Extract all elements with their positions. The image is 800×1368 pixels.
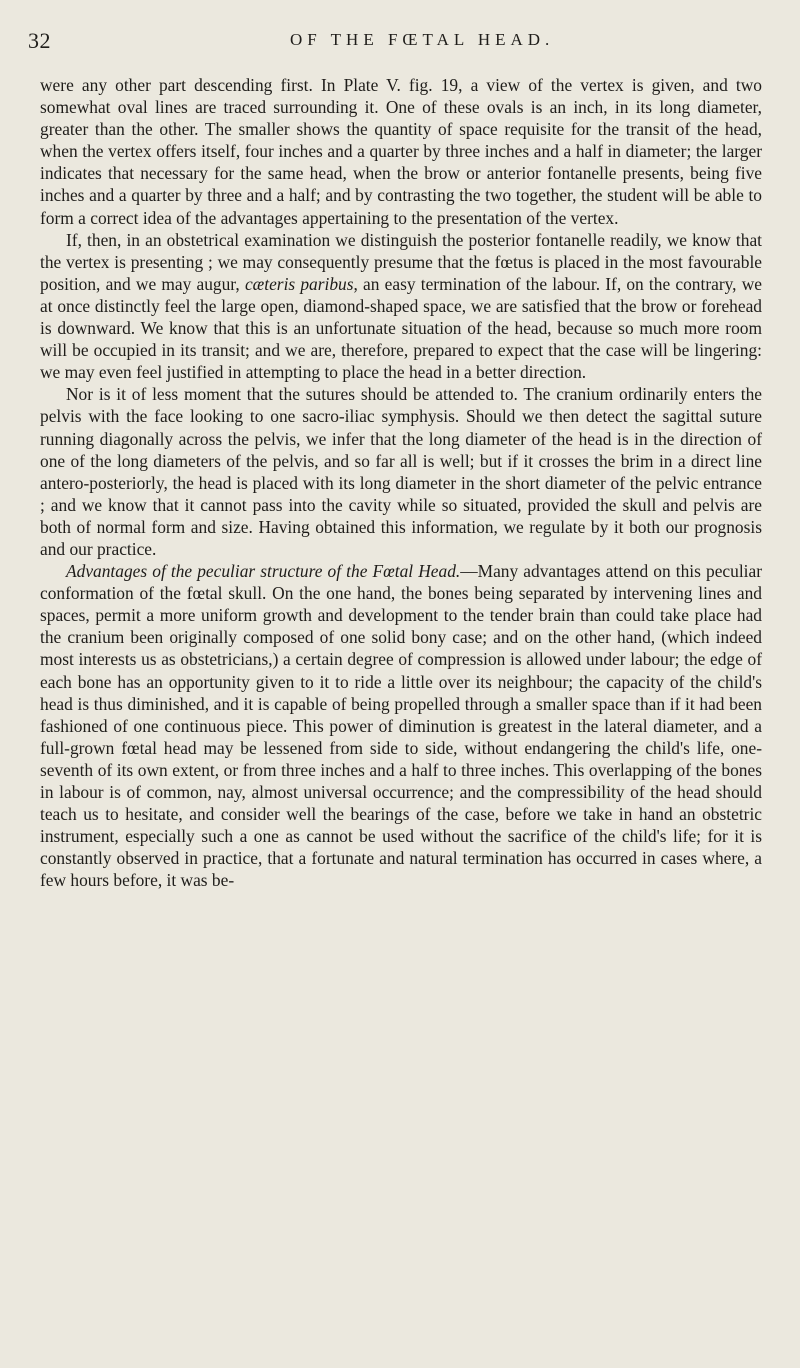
italic-phrase: cæteris paribus [244,273,354,294]
paragraph-text: were any other part descending first. In Plate V. fig. 19, a view of the vertex is given, and two somewhat oval lines are traced surrounding it. One of these ovals is an inch, in its long diameter, greater than the other. The smaller shows the quantity of space requisite for the transit of the head, when the vertex offers itself, four inches and a quarter by three inches and a half in diameter; the larger indicates that necessary for the same head, when the brow or anterior fontanelle presents, being five inches and a quarter by three and a half; and by contrasting the two together, the student will be able to form a correct idea of the advantages appertaining to the presentation of the vertex. [40,75,762,228]
paragraph-fontanelle-examination [40,229,762,384]
paragraph-sutures [40,383,762,560]
paragraph-text: —Many advantages attend on this peculiar conformation of the fœtal skull. On the one hand, the bones being separated by intervening lines and spaces, permit a more uniform growth and development to the tender brain than could take place had the cranium been originally composed of one solid bony case; and on the other hand, (which indeed most interests us as obstetricians,) a certain degree of compression is allowed under labour; the edge of each bone has an opportunity given to it to ride a little over its neighbour; the capacity of the child's head is thus diminished, and it is capable of being propelled through a smaller space than if it had been fashioned of one continuous piece. This power of diminution is greatest in the lateral diameter, and a full-grown fœtal head may be lessened from side to side, without endangering the child's life, one-seventh of its own extent, or from three inches and a half to three inches. This overlapping of the bones in labour is of common, nay, almost universal occurrence; and the compressibility of the head should teach us to hesitate, and consider well the bearings of the case, before we take in hand an obstetric instrument, especially such a one as cannot be used without the sacrifice of the child's life; for it is constantly observed in practice, that a fortunate and natural termination has occurred in cases where, a few hours before, it was be- [40,561,762,891]
paragraph-vertex-ovals [40,74,762,229]
paragraph-advantages [40,560,762,891]
body-text [40,74,762,891]
paragraph-text: Nor is it of less moment that the sutures should be attended to. The cranium ordinarily enters the pelvis with the face looking to one sacro-iliac symphysis. Should we then detect the sagittal suture running diagonally across the pelvis, we infer that the long diameter of the head is in the direction of one of the long diameters of the pelvis, and so far all is well; but if it crosses the brim in a direct line antero-posteriorly, the head is placed with its long diameter in the short diameter of the pelvic entrance ; and we know that it cannot pass into the cavity while so situated, provided the skull and pelvis are both of normal form and size. Having obtained this information, we regulate by it both our prognosis and our practice. [40,384,762,559]
paragraph-text: , an easy termination of the labour. If, on the contrary, we at once distinctly feel the large open, diamond-shaped space, we are satisfied that the brow or forehead is downward. We know that this is an unfortunate situation of the head, because so much more room will be occupied in its transit; and we are, therefore, prepared to expect that the case will be lingering: we may even feel justified in attempting to place the head in a better direction. [40,273,762,383]
running-head: OF THE FŒTAL HEAD. [290,30,555,49]
page-number: 32 [28,28,51,53]
paragraph-text: If, then, in an obstetrical examination we distinguish the posterior fontanelle readily, we know that the vertex is presenting ; we may consequently presume that the fœtus is placed in the most favourable position, and we may augur, [40,229,762,294]
section-heading-italic: Advantages of the peculiar structure of the Fœtal Head. [66,561,461,582]
page-header [28,28,760,58]
